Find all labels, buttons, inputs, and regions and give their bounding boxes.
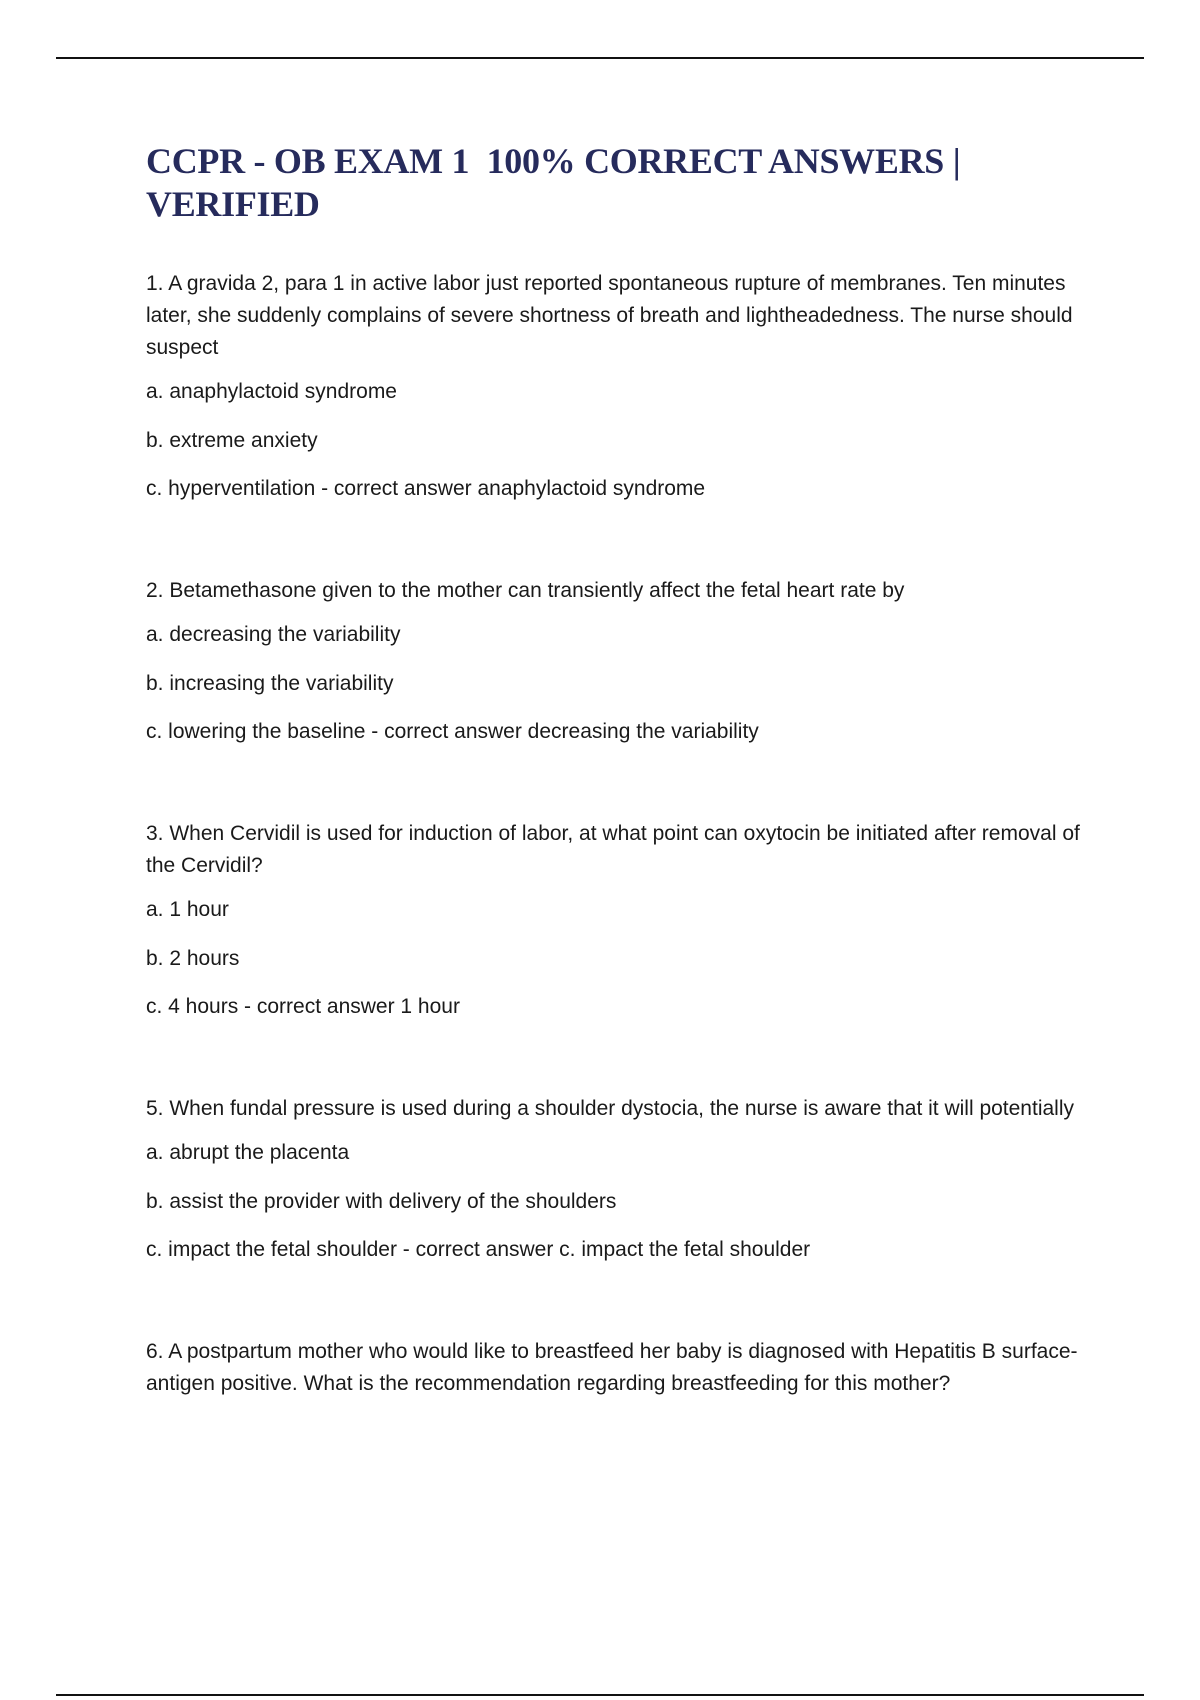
question-text: 5. When fundal pressure is used during a shoulder dystocia, the nurse is aware that it will potentially <box>146 1097 1074 1120</box>
question-5 <box>146 1093 1106 1266</box>
answer-option: c. hyperventilation - correct answer anaphylactoid syndrome <box>146 477 706 500</box>
question-text: 3. When Cervidil is used for induction of labor, at what point can oxytocin be initiated after removal of the Cervidil? <box>146 822 1080 877</box>
question-3 <box>146 818 1106 1023</box>
question-text: 1. A gravida 2, para 1 in active labor just reported spontaneous rupture of membranes. Ten minutes later, she suddenly complains of severe shortness of breath and lightheadedness. The nurse should suspect <box>146 272 1073 359</box>
question-2 <box>146 575 1106 748</box>
bottom-rule <box>56 1694 1144 1696</box>
answer-option: a. decreasing the variability <box>146 623 401 646</box>
question-1 <box>146 268 1106 505</box>
answer-option: c. impact the fetal shoulder - correct answer c. impact the fetal shoulder <box>146 1238 811 1261</box>
answer-option: b. assist the provider with delivery of the shoulders <box>146 1189 617 1213</box>
answer-option: a. 1 hour <box>146 898 229 921</box>
answer-option: a. anaphylactoid syndrome <box>146 380 397 403</box>
document-body <box>146 140 1106 1426</box>
answer-option: a. abrupt the placenta <box>146 1141 350 1164</box>
question-text: 6. A postpartum mother who would like to breastfeed her baby is diagnosed with Hepatitis B surface-antigen positive. What is the recommendation regarding breastfeeding for this mother? <box>146 1340 1078 1395</box>
answer-option: c. 4 hours - correct answer 1 hour <box>146 995 460 1018</box>
top-rule <box>56 57 1144 59</box>
answer-option: b. extreme anxiety <box>146 428 318 452</box>
answer-option: b. 2 hours <box>146 946 240 970</box>
document-title: CCPR - OB EXAM 1 100% CORRECT ANSWERS | VERIFIED <box>146 141 969 224</box>
question-text: 2. Betamethasone given to the mother can transiently affect the fetal heart rate by <box>146 579 905 602</box>
answer-option: b. increasing the variability <box>146 671 394 695</box>
answer-option: c. lowering the baseline - correct answer decreasing the variability <box>146 720 759 743</box>
question-6 <box>146 1336 1106 1400</box>
